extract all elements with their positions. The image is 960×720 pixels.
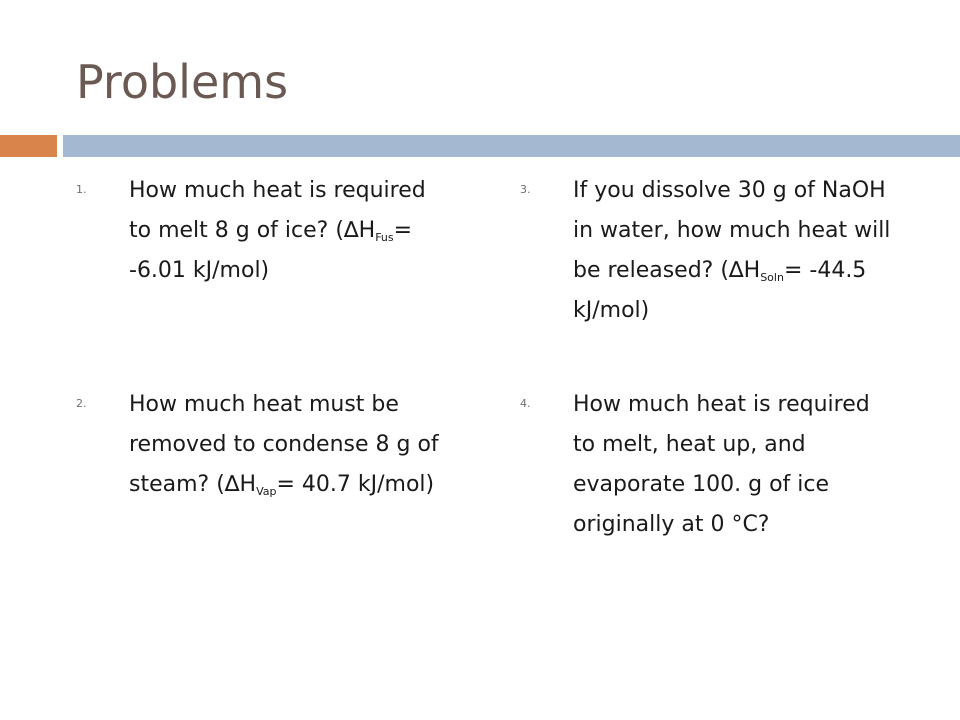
- problem-text-tail: = -44.5 kJ/mol): [573, 258, 867, 323]
- problem-subscript: Fus: [375, 231, 394, 244]
- problem-number: 2.: [76, 397, 87, 410]
- title-rule-bar: [63, 135, 960, 157]
- problem-text-tail: = 40.7 kJ/mol): [276, 472, 435, 497]
- problem-subscript: Soln: [760, 271, 784, 284]
- problem-text: [129, 171, 454, 291]
- problem-text: [573, 385, 898, 545]
- problem-text: [129, 385, 454, 505]
- page-title: Problems: [76, 55, 289, 109]
- problem-text-main: How much heat must be removed to condense 8 g of steam? (∆H: [129, 392, 439, 497]
- problem-text-main: How much heat is required to melt 8 g of ice? (∆H: [129, 178, 426, 243]
- problem-text-main: How much heat is required to melt, heat up, and evaporate 100. g of ice originally at 0 °C?: [573, 392, 870, 537]
- problem-text-main: If you dissolve 30 g of NaOH in water, how much heat will be released? (∆H: [573, 178, 891, 283]
- problem-text-tail: = -6.01 kJ/mol): [129, 218, 413, 283]
- title-accent-bar: [0, 135, 57, 157]
- problem-subscript: Vap: [256, 485, 277, 498]
- problem-number: 4.: [520, 397, 531, 410]
- problem-number: 3.: [520, 183, 531, 196]
- problem-number: 1.: [76, 183, 87, 196]
- problem-text: [573, 171, 898, 331]
